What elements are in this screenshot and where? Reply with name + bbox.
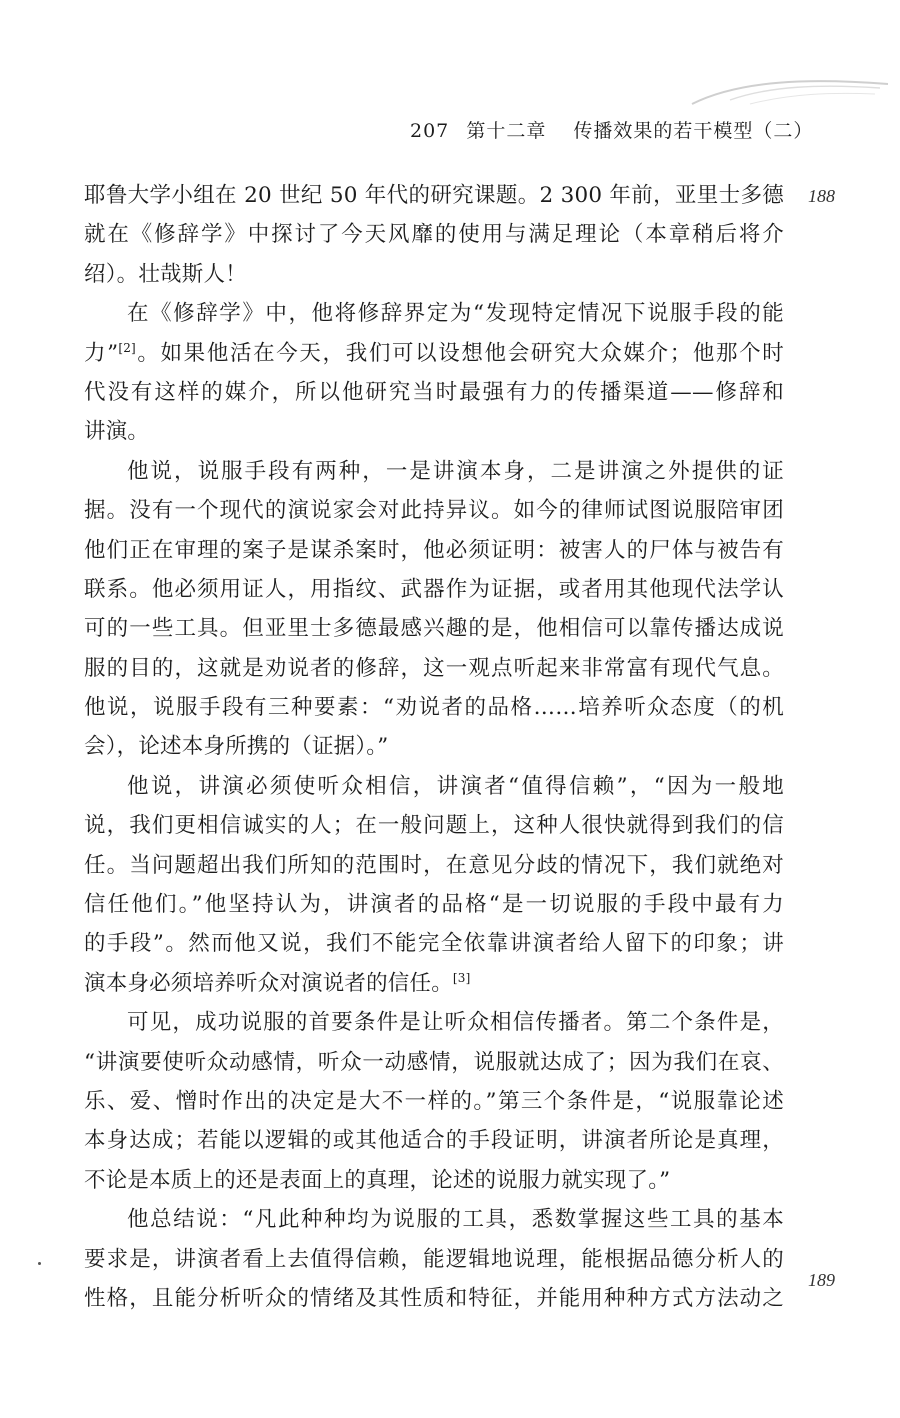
text-line: 代没有这样的媒介，所以他研究当时最强有力的传播渠道——修辞和 [84, 379, 784, 405]
text-line: 可的一些工具。但亚里士多德最感兴趣的是，他相信可以靠传播达成说 [84, 616, 784, 642]
text-line: 他们正在审理的案子是谋杀案时，他必须证明：被害人的尸体与被告有 [84, 537, 784, 563]
text-line: 就在《修辞学》中探讨了今天风靡的使用与满足理论（本章稍后将介 [84, 222, 784, 248]
text-line: 联系。他必须用证人，用指纹、武器作为证据，或者用其他现代法学认 [84, 576, 784, 602]
text-line: 本身达成；若能以逻辑的或其他适合的手段证明，讲演者所论是真理， [84, 1128, 784, 1154]
text-line: 耶鲁大学小组在 20 世纪 50 年代的研究课题。2 300 年前，亚里士多德 [84, 183, 784, 208]
footnote-marker: [2] [118, 340, 136, 355]
text-line: 要求是，讲演者看上去值得信赖，能逻辑地说理，能根据品德分析人的 [84, 1246, 784, 1272]
paragraph-start: 在《修辞学》中，他将修辞界定为“发现特定情况下说服手段的能 [127, 301, 784, 327]
decorative-flourish [690, 74, 890, 110]
text-line: 他说，说服手段有三种要素：“劝说者的品格……培养听众态度（的机 [84, 695, 784, 721]
text-line: 的手段”。然而他又说，我们不能完全依靠讲演者给人留下的印象；讲 [84, 931, 784, 957]
text-fragment: 演本身必须培养听众对演说者的信任。 [84, 970, 453, 996]
text-line: 信任他们。”他坚持认为，讲演者的品格“是一切说服的手段中最有力 [84, 892, 784, 918]
running-header [410, 116, 813, 143]
text-line: 乐、爱、憎时作出的决定是大不一样的。”第三个条件是，“说服靠论述 [84, 1088, 784, 1114]
text-fragment: 力” [84, 340, 119, 366]
print-speck [38, 1262, 41, 1265]
body-text [84, 176, 784, 1318]
text-line: 不论是本质上的还是表面上的真理，论述的说服力就实现了。” [84, 1167, 671, 1193]
text-line: 说，我们更相信诚实的人；在一般问题上，这种人很快就得到我们的信 [84, 813, 784, 839]
header-chapter: 第十二章 [466, 120, 547, 142]
text-line-with-footnote [84, 334, 784, 373]
text-line: 会），论述本身所携的（证据）。” [84, 734, 389, 760]
paragraph-start: 他说，说服手段有两种，一是讲演本身，二是讲演之外提供的证 [127, 458, 784, 484]
paragraph-start: 可见，成功说服的首要条件是让听众相信传播者。第二个条件是， [127, 1010, 784, 1036]
text-line: 性格，且能分析听众的情绪及其性质和特征，并能用种种方式方法动之 [84, 1285, 784, 1311]
margin-page-ref-bottom: 189 [808, 1270, 835, 1290]
text-line-with-footnote [84, 964, 784, 1003]
paragraph-start: 他总结说：“凡此种种均为说服的工具，悉数掌握这些工具的基本 [127, 1207, 784, 1233]
paragraph-start: 他说，讲演必须使听众相信，讲演者“值得信赖”，“因为一般地 [127, 773, 784, 799]
text-line: “讲演要使听众动感情，听众一动感情，说服就达成了；因为我们在哀、 [84, 1049, 784, 1075]
text-line: 服的目的，这就是劝说者的修辞，这一观点听起来非常富有现代气息。 [84, 655, 784, 681]
text-line: 据。没有一个现代的演说家会对此持异议。如今的律师试图说服陪审团 [84, 498, 784, 524]
text-line: 任。当问题超出我们所知的范围时，在意见分歧的情况下，我们就绝对 [84, 852, 784, 878]
margin-page-ref-top: 188 [808, 186, 835, 206]
footnote-marker: [3] [452, 970, 471, 985]
header-page-number: 207 [410, 120, 450, 142]
text-fragment: 。如果他活在今天，我们可以设想他会研究大众媒介；他那个时 [135, 340, 784, 366]
header-title: 传播效果的若干模型（二） [573, 120, 814, 142]
text-line: 讲演。 [84, 419, 150, 445]
text-line: 绍）。壮哉斯人！ [84, 261, 247, 287]
